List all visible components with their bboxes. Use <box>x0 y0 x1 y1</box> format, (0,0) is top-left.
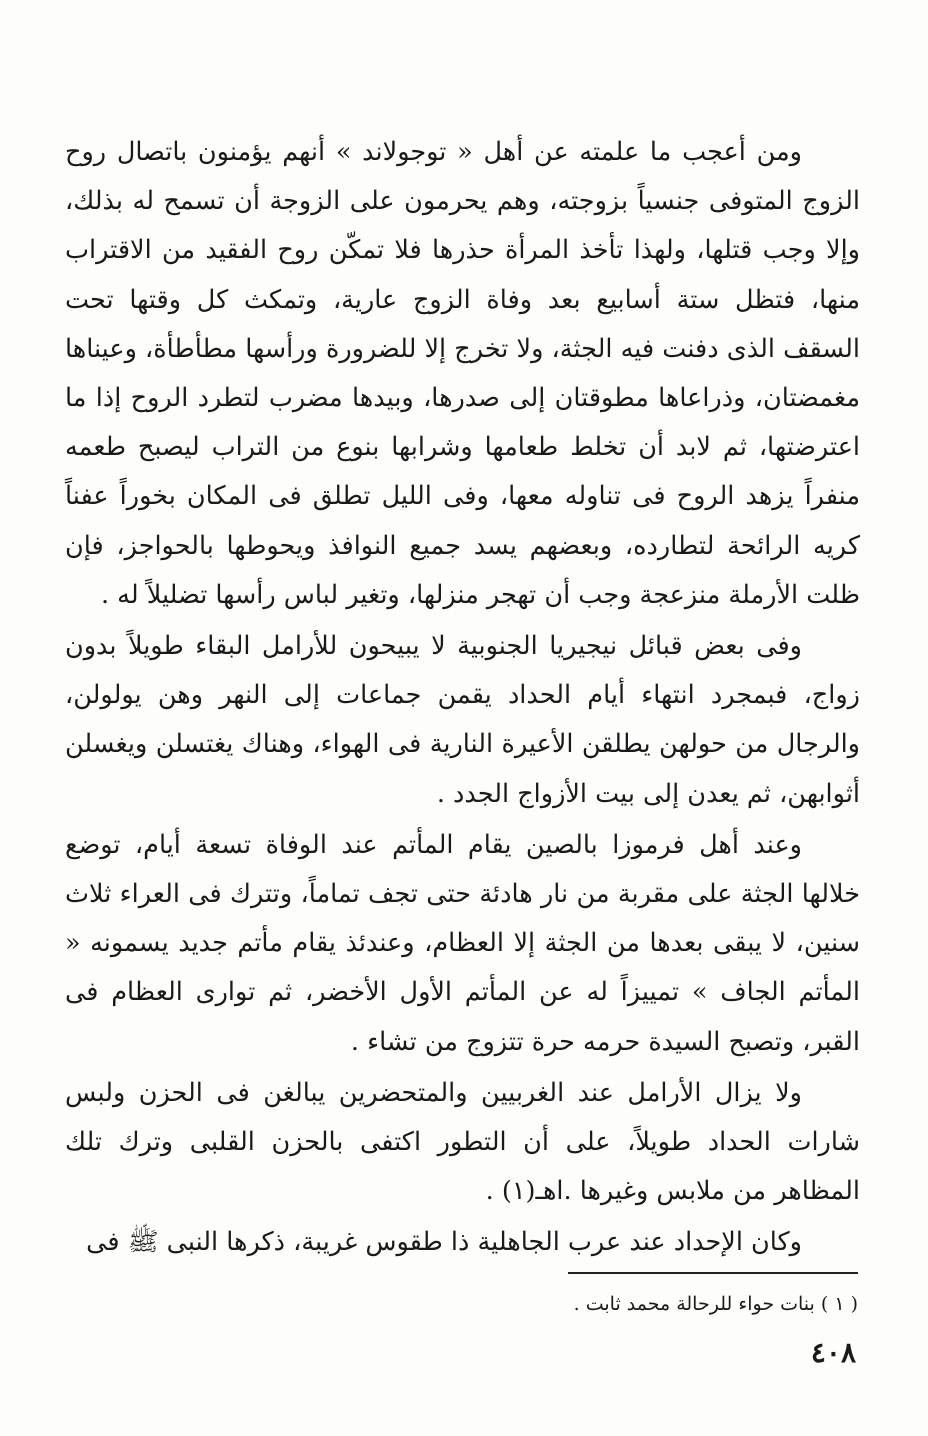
paragraph-western-widows: ولا يزال الأرامل عند الغربيين والمتحضرين يبالغن فى الحزن ولبس شارات الحداد طويلاً، على أن التطور اكتفى بالحزن القلبى وترك تلك المظاهر من ملابس وغيرها .اهـ(١) . <box>65 1077 860 1207</box>
footnote-divider <box>568 1272 858 1274</box>
paragraph-formosa: وعند أهل فرموزا بالصين يقام المأتم عند الوفاة تسعة أيام، توضع خلالها الجثة على مقربة من نار هادئة حتى تجف تماماً، وتترك فى العراء ثلاث سنين، لا يبقى بعدها من الجثة إلا العظام، وعندئذ يقام مأتم جديد يسمونه « المأتم الجاف » تمييزاً له عن المأتم الأول الأخضر، ثم توارى العظام فى القبر، وتصبح السيدة حرمه حرة تتزوج من تشاء . <box>65 829 860 1057</box>
footnote: ( ١ ) بنات حواء للرحالة محمد ثابت . <box>573 1293 858 1315</box>
paragraph-jahiliyya: وكان الإحداد عند عرب الجاهلية ذا طقوس غريبة، ذكرها النبى ﷺ فى <box>86 1227 802 1258</box>
paragraph-nigeria: وفى بعض قبائل نيجيريا الجنوبية لا يبيحون للأرامل البقاء طويلاً بدون زواج، فبمجرد انتهاء أيام الحداد يقمن جماعات إلى النهر وهن يولولن، والرجال من حولهن يطلقن الأعيرة النارية فى الهواء، وهناك يغتسلن ويغسلن أثوابهن، ثم يعدن إلى بيت الأزواج الجدد . <box>65 631 860 809</box>
page-body <box>65 128 860 1268</box>
paragraph-togoland: ومن أعجب ما علمته عن أهل « توجولاند » أنهم يؤمنون باتصال روح الزوج المتوفى جنسياً بزوجته، وهم يحرمون على الزوجة أن تسمح له بذلك، وإلا وجب قتلها، ولهذا تأخذ المرأة حذرها فلا تمكّن روح الفقيد من الاقتراب منها، فتظل ستة أسابيع بعد وفاة الزوج عارية، وتمكث كل وقتها تحت السقف الذى دفنت فيه الجثة، ولا تخرج إلا للضرورة ورأسها مطأطأة، وعيناها مغمضتان، وذراعاها مطوقتان إلى صدرها، وبيدها مضرب لتطرد الروح إذا ما اعترضتها، ثم لابد أن تخلط طعامها وشرابها بنوع من التراب ليصبح طعمه منفراً يزهد الروح فى تناوله معها، وفى الليل تطلق فى المكان بخوراً عفناً كريه الرائحة لتطارده، وبعضهم يسد جميع النوافذ ويحوطها بالحواجز، فإن ظلت الأرملة منزعجة وجب أن تهجر منزلها، وتغير لباس رأسها تضليلاً له . <box>65 137 860 610</box>
page-number: ٤٠٨ <box>810 1336 856 1369</box>
